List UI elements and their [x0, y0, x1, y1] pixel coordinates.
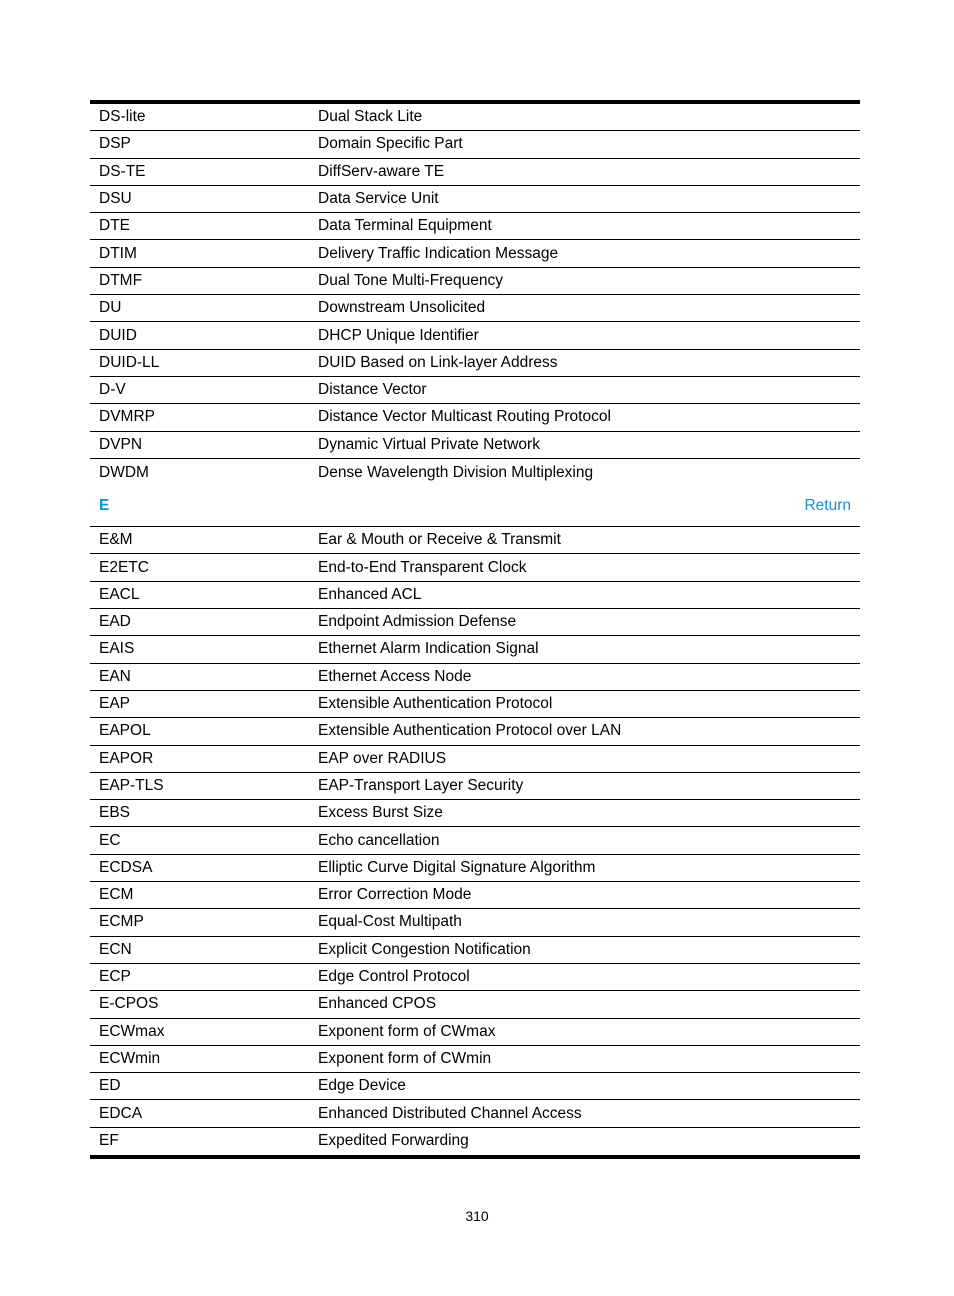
- table-row: [90, 1046, 860, 1073]
- full-name-cell: EAP over RADIUS: [318, 749, 447, 767]
- table-row: [90, 664, 860, 691]
- return-link[interactable]: Return: [804, 497, 851, 515]
- acronym-cell: ECWmax: [99, 1022, 165, 1040]
- full-name-cell: Ethernet Access Node: [318, 667, 472, 685]
- full-name-cell: Exponent form of CWmax: [318, 1022, 496, 1040]
- full-name-cell: Distance Vector: [318, 381, 427, 399]
- table-row: [90, 1100, 860, 1127]
- acronym-cell: ECP: [99, 968, 131, 986]
- table-row: [90, 322, 860, 349]
- full-name-cell: Ethernet Alarm Indication Signal: [318, 640, 539, 658]
- full-name-cell: Echo cancellation: [318, 831, 440, 849]
- table-row: [90, 1073, 860, 1100]
- table-row: [90, 295, 860, 322]
- acronym-cell: E-CPOS: [99, 995, 159, 1013]
- full-name-cell: Delivery Traffic Indication Message: [318, 244, 559, 262]
- full-name-cell: Downstream Unsolicited: [318, 299, 486, 317]
- table-row: [90, 350, 860, 377]
- table-row: [90, 1019, 860, 1046]
- section-letter: E: [99, 497, 110, 515]
- acronym-table: [90, 100, 860, 1159]
- full-name-cell: Dynamic Virtual Private Network: [318, 435, 540, 453]
- acronym-cell: EAPOR: [99, 749, 154, 767]
- full-name-cell: Enhanced Distributed Channel Access: [318, 1104, 582, 1122]
- full-name-cell: Ear & Mouth or Receive & Transmit: [318, 531, 561, 549]
- full-name-cell: DUID Based on Link-layer Address: [318, 353, 558, 371]
- full-name-cell: EAP-Transport Layer Security: [318, 776, 524, 794]
- full-name-cell: Exponent form of CWmin: [318, 1049, 492, 1067]
- acronym-cell: DS-lite: [99, 108, 146, 126]
- acronym-cell: EAIS: [99, 640, 135, 658]
- acronym-group-d: [90, 104, 860, 486]
- full-name-cell: Dual Tone Multi-Frequency: [318, 271, 503, 289]
- table-row: [90, 1128, 860, 1155]
- table-row: [90, 882, 860, 909]
- table-row: [90, 104, 860, 131]
- full-name-cell: End-to-End Transparent Clock: [318, 558, 527, 576]
- acronym-cell: DS-TE: [99, 162, 146, 180]
- full-name-cell: Error Correction Mode: [318, 886, 472, 904]
- full-name-cell: Distance Vector Multicast Routing Protocol: [318, 408, 611, 426]
- acronym-cell: DTMF: [99, 271, 143, 289]
- acronym-cell: EBS: [99, 804, 131, 822]
- acronym-cell: ECDSA: [99, 858, 153, 876]
- acronym-group-e: [90, 527, 860, 1155]
- acronym-cell: EF: [99, 1132, 119, 1150]
- table-row: [90, 213, 860, 240]
- acronym-cell: DSU: [99, 190, 132, 208]
- table-row: [90, 404, 860, 431]
- acronym-cell: ECN: [99, 940, 132, 958]
- acronym-cell: DUID-LL: [99, 353, 160, 371]
- table-row: [90, 240, 860, 267]
- full-name-cell: Extensible Authentication Protocol over LAN: [318, 722, 622, 740]
- full-name-cell: Equal-Cost Multipath: [318, 913, 462, 931]
- acronym-cell: ECMP: [99, 913, 144, 931]
- table-row: [90, 268, 860, 295]
- table-row: [90, 527, 860, 554]
- full-name-cell: Expedited Forwarding: [318, 1132, 469, 1150]
- full-name-cell: Dense Wavelength Division Multiplexing: [318, 463, 594, 481]
- acronym-cell: EAD: [99, 613, 131, 631]
- table-row: [90, 827, 860, 854]
- full-name-cell: Edge Control Protocol: [318, 968, 470, 986]
- full-name-cell: DiffServ-aware TE: [318, 162, 445, 180]
- table-row: [90, 691, 860, 718]
- table-row: [90, 746, 860, 773]
- full-name-cell: Enhanced CPOS: [318, 995, 437, 1013]
- table-row: [90, 773, 860, 800]
- acronym-cell: EC: [99, 831, 121, 849]
- table-row: [90, 186, 860, 213]
- acronym-cell: DVPN: [99, 435, 143, 453]
- acronym-cell: E&M: [99, 531, 133, 549]
- table-row: [90, 800, 860, 827]
- table-row: [90, 909, 860, 936]
- table-row: [90, 636, 860, 663]
- full-name-cell: Elliptic Curve Digital Signature Algorithm: [318, 858, 596, 876]
- acronym-cell: DTIM: [99, 244, 137, 262]
- table-row: [90, 432, 860, 459]
- acronym-cell: ECWmin: [99, 1049, 161, 1067]
- acronym-cell: DU: [99, 299, 122, 317]
- acronym-cell: E2ETC: [99, 558, 149, 576]
- acronym-cell: DTE: [99, 217, 130, 235]
- section-header-e: [90, 486, 860, 527]
- full-name-cell: Explicit Congestion Notification: [318, 940, 531, 958]
- full-name-cell: Excess Burst Size: [318, 804, 443, 822]
- full-name-cell: Data Service Unit: [318, 190, 439, 208]
- full-name-cell: Dual Stack Lite: [318, 108, 423, 126]
- full-name-cell: Extensible Authentication Protocol: [318, 695, 553, 713]
- table-row: [90, 964, 860, 991]
- acronym-cell: EAPOL: [99, 722, 151, 740]
- acronym-cell: DSP: [99, 135, 131, 153]
- table-row: [90, 554, 860, 581]
- acronym-cell: D-V: [99, 381, 126, 399]
- table-row: [90, 459, 860, 486]
- full-name-cell: Edge Device: [318, 1077, 406, 1095]
- acronym-cell: EACL: [99, 585, 140, 603]
- acronym-cell: ECM: [99, 886, 134, 904]
- full-name-cell: Endpoint Admission Defense: [318, 613, 517, 631]
- page-number: 310: [465, 1208, 489, 1224]
- acronym-cell: ED: [99, 1077, 121, 1095]
- table-row: [90, 855, 860, 882]
- full-name-cell: Enhanced ACL: [318, 585, 422, 603]
- table-row: [90, 159, 860, 186]
- acronym-cell: DUID: [99, 326, 137, 344]
- acronym-cell: EDCA: [99, 1104, 143, 1122]
- full-name-cell: DHCP Unique Identifier: [318, 326, 479, 344]
- table-row: [90, 609, 860, 636]
- table-row: [90, 582, 860, 609]
- table-row: [90, 718, 860, 745]
- acronym-cell: DVMRP: [99, 408, 155, 426]
- acronym-cell: DWDM: [99, 463, 149, 481]
- acronym-cell: EAP: [99, 695, 131, 713]
- acronym-cell: EAP-TLS: [99, 776, 164, 794]
- table-row: [90, 377, 860, 404]
- table-row: [90, 991, 860, 1018]
- full-name-cell: Data Terminal Equipment: [318, 217, 492, 235]
- table-row: [90, 131, 860, 158]
- table-row: [90, 937, 860, 964]
- full-name-cell: Domain Specific Part: [318, 135, 463, 153]
- acronym-cell: EAN: [99, 667, 131, 685]
